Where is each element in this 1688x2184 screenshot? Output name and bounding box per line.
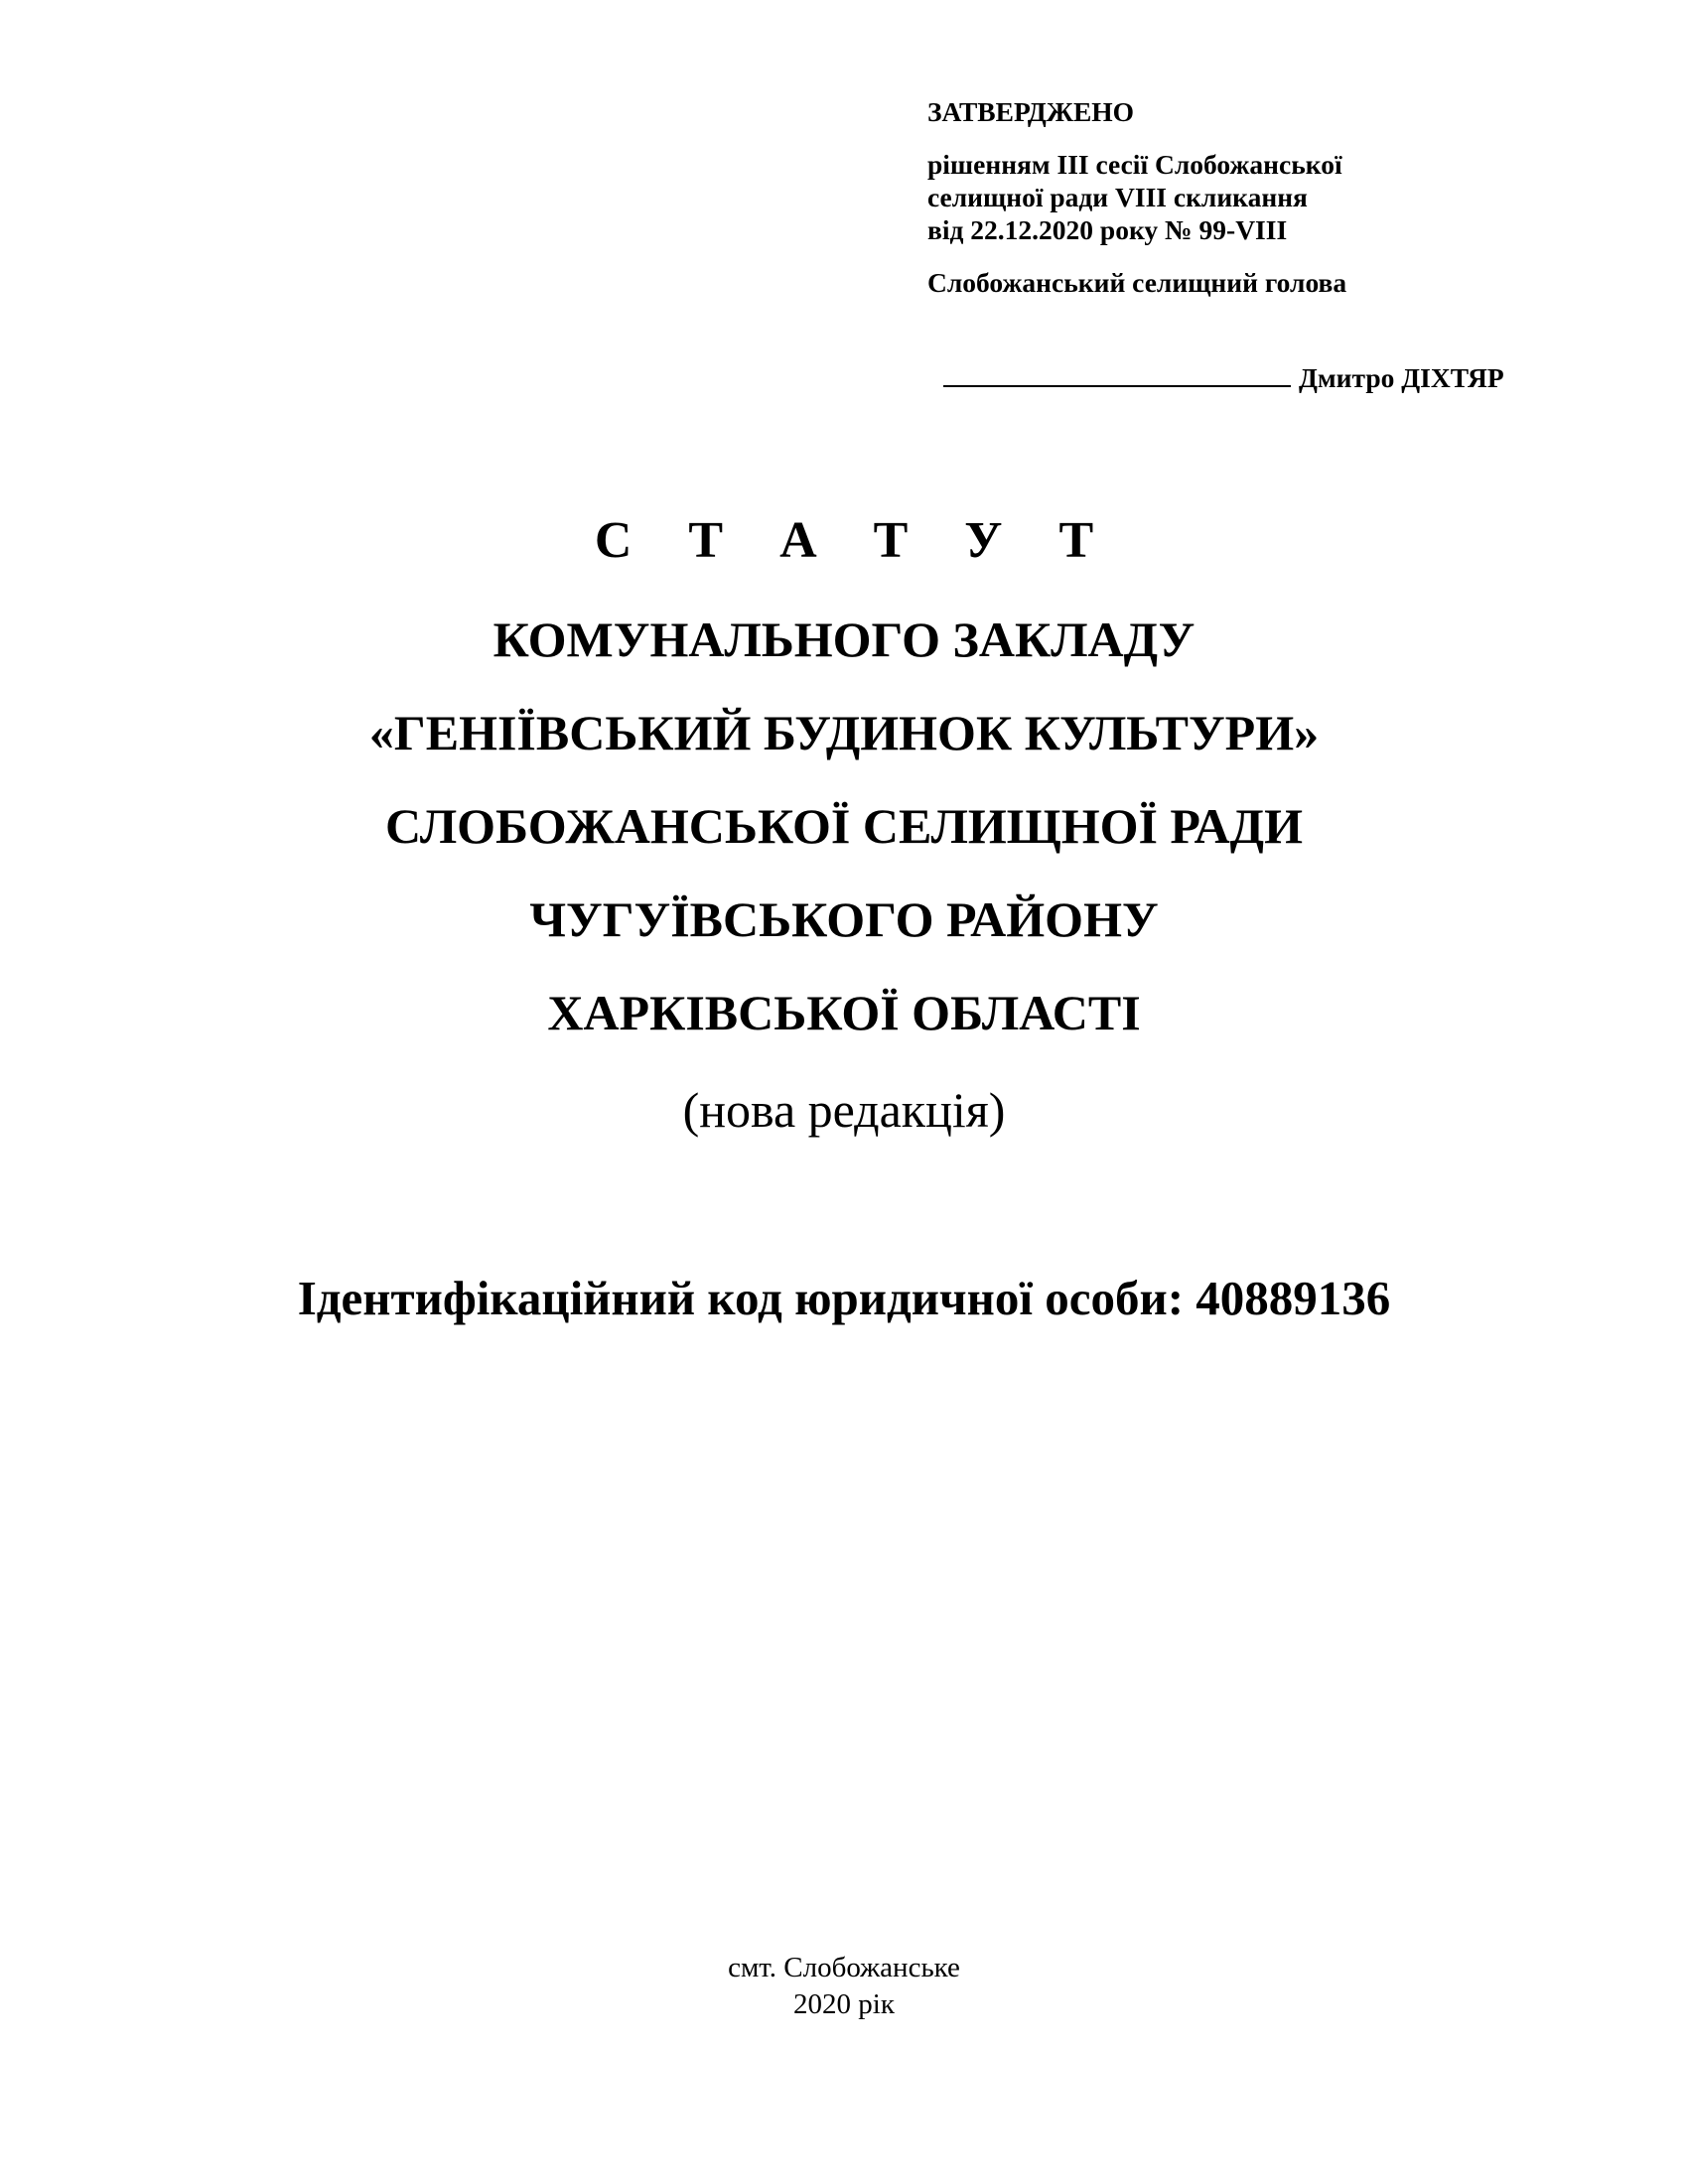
- signer-name: Дмитро ДІХТЯР: [1299, 362, 1504, 393]
- approval-decision-line-2: селищної ради VIIІ скликання: [927, 182, 1308, 212]
- approval-heading: ЗАТВЕРДЖЕНО: [927, 96, 1135, 127]
- title-line-4: ЧУГУЇВСЬКОГО РАЙОНУ: [529, 891, 1159, 947]
- title-line-1: КОМУНАЛЬНОГО ЗАКЛАДУ: [492, 612, 1196, 667]
- document-title: [0, 501, 1688, 1059]
- statute-heading: С Т А Т У Т: [594, 512, 1116, 569]
- document-footer: [0, 1950, 1688, 2023]
- approval-decision-line-1: рішенням ІІІ сесії Слобожанської: [927, 149, 1342, 180]
- approval-block: [927, 95, 1622, 299]
- footer-year: 2020 рік: [793, 1988, 895, 2020]
- signature-line: [943, 359, 1291, 387]
- footer-place: смт. Слобожанське: [728, 1952, 960, 1983]
- edition-note: (нова редакція): [682, 1082, 1006, 1138]
- title-line-2: «ГЕНІЇВСЬКИЙ БУДИНОК КУЛЬТУРИ»: [368, 705, 1320, 760]
- identification-code: Ідентифікаційний код юридичної особи: 40889136: [297, 1271, 1391, 1325]
- signature-row: [943, 359, 1504, 394]
- title-line-3: СЛОБОЖАНСЬКОЇ СЕЛИЩНОЇ РАДИ: [385, 798, 1303, 854]
- approval-decision-line-3: від 22.12.2020 року № 99-VIIІ: [927, 214, 1288, 245]
- title-line-5: ХАРКІВСЬКОЇ ОБЛАСТІ: [547, 985, 1141, 1040]
- approval-position: Слобожанський селищний голова: [927, 267, 1347, 298]
